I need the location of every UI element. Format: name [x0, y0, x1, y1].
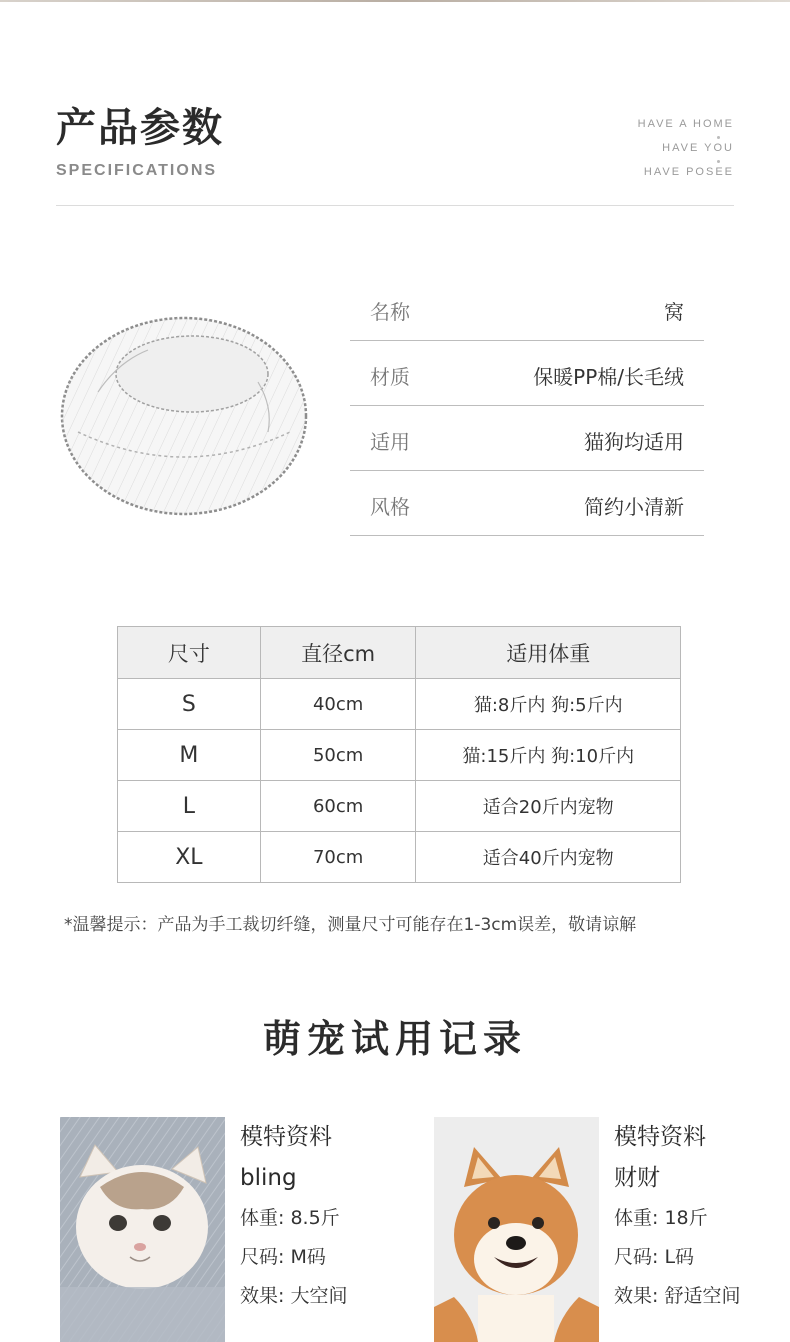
spec-label: 材质 [370, 365, 410, 389]
cat-photo [60, 1117, 225, 1342]
section-title-specifications: 产品参数 [56, 105, 224, 151]
header-size: 尺寸 [118, 627, 261, 679]
cell-weight: 适合20斤内宠物 [416, 781, 681, 832]
model-size: 尺码: M码 [240, 1246, 326, 1268]
cell-diameter: 50cm [260, 730, 416, 781]
model-effect: 效果: 大空间 [240, 1285, 348, 1307]
cell-diameter: 70cm [260, 832, 416, 883]
spec-list [350, 276, 704, 536]
tagline-dot-icon [534, 130, 734, 142]
model-weight: 体重: 18斤 [614, 1207, 708, 1229]
model-info [240, 1117, 390, 1316]
table-row [118, 781, 681, 832]
top-border-strip [0, 0, 790, 2]
tagline-line-3: HAVE POSEE [643, 166, 734, 178]
spec-value: 简约小清新 [584, 495, 684, 519]
model-weight: 体重: 8.5斤 [240, 1207, 340, 1229]
spec-row [350, 406, 704, 471]
model-effect: 效果: 舒适空间 [614, 1285, 741, 1307]
tagline-line-2: HAVE YOU [662, 142, 734, 154]
model-heading: 模特资料 [614, 1124, 706, 1150]
tagline-line-1: HAVE A HOME [637, 118, 734, 130]
model-size: 尺码: L码 [614, 1246, 695, 1268]
spec-label: 适用 [370, 430, 410, 454]
cell-size: M [118, 730, 261, 781]
cell-weight: 适合40斤内宠物 [416, 832, 681, 883]
model-info [614, 1117, 764, 1316]
spec-label: 风格 [370, 495, 410, 519]
model-heading: 模特资料 [240, 1124, 332, 1150]
dog-photo [434, 1117, 599, 1342]
cell-weight: 猫:15斤内 狗:10斤内 [416, 730, 681, 781]
cell-diameter: 40cm [260, 679, 416, 730]
cell-size: XL [118, 832, 261, 883]
spec-value: 猫狗均适用 [584, 430, 684, 454]
spec-row [350, 276, 704, 341]
cell-diameter: 60cm [260, 781, 416, 832]
model-name: 财财 [614, 1165, 660, 1191]
section-subtitle-specifications: SPECIFICATIONS [56, 162, 218, 179]
cell-weight: 猫:8斤内 狗:5斤内 [416, 679, 681, 730]
spec-value: 窝 [664, 300, 684, 324]
header-diameter: 直径cm [260, 627, 416, 679]
table-row [118, 730, 681, 781]
table-row [118, 679, 681, 730]
cell-size: S [118, 679, 261, 730]
size-tolerance-note: *温馨提示：产品为手工裁切纤缝，测量尺寸可能存在1-3cm误差，敬请谅解 [64, 915, 637, 935]
spec-row [350, 471, 704, 536]
spec-row [350, 341, 704, 406]
spec-label: 名称 [370, 300, 410, 324]
header-weight: 适用体重 [416, 627, 681, 679]
pet-trial-section-title: 萌宠试用记录 [262, 1017, 527, 1061]
size-chart-table [117, 626, 681, 883]
brand-tagline [534, 118, 734, 178]
header-divider [56, 205, 734, 206]
cell-size: L [118, 781, 261, 832]
tagline-dot-icon [534, 154, 734, 166]
model-name: bling [240, 1165, 297, 1191]
table-header-row [118, 627, 681, 679]
table-row [118, 832, 681, 883]
spec-value: 保暖PP棉/长毛绒 [533, 365, 684, 389]
pet-bed-illustration [58, 312, 310, 518]
